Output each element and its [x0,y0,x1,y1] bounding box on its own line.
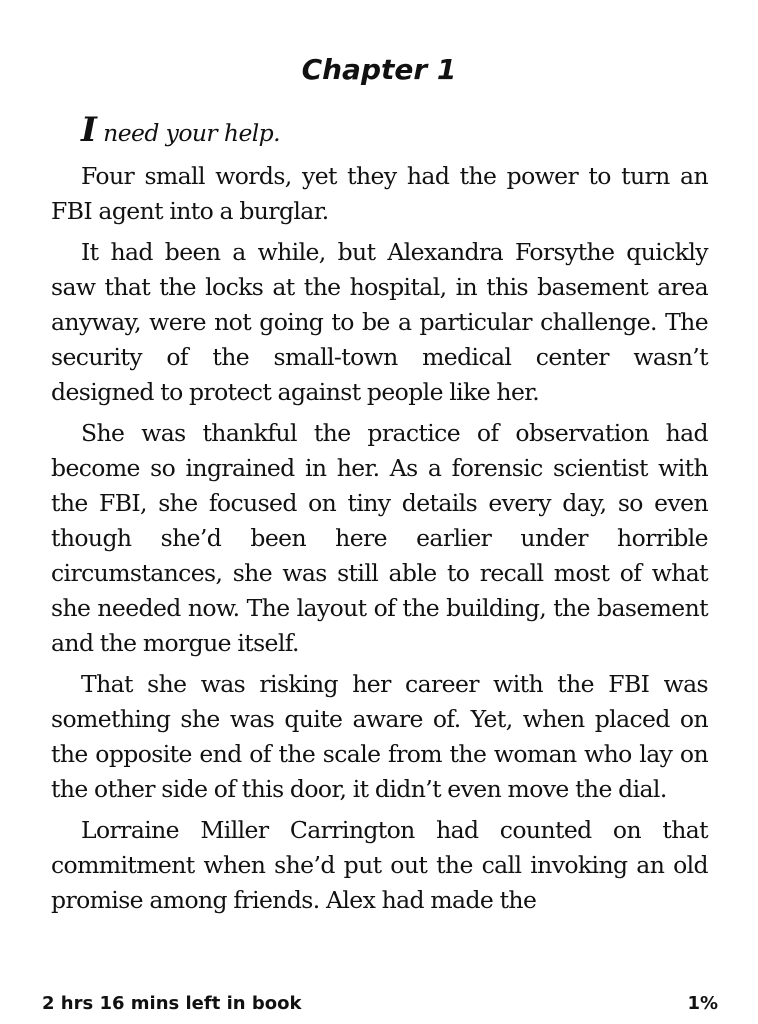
paragraph: She was thankful the practice of observation had become so ingrained in her. As a forensic scientist with the FBI, she focused on tiny details every day, so even though she’d been here earlier under horrible circumstances, she was still able to recall most of what she needed now. The layout of the building, the basement and the morgue itself. [51,419,708,657]
opening-rest: need your help. [96,119,280,147]
book-text [51,108,708,924]
progress-percent: 1% [687,993,718,1014]
chapter-title: Chapter 1 [301,53,457,86]
reading-progress-footer [42,990,718,1018]
opening-line [51,108,708,155]
paragraph: It had been a while, but Alexandra Forsythe quickly saw that the locks at the hospital, in this basement area anyway, were not going to be a particular challenge. The security of the small-town medical center wasn’t designed to protect against people like her. [51,238,708,406]
paragraph: Lorraine Miller Carrington had counted on that commitment when she’d put out the call invoking an old promise among friends. Alex had made the [51,816,708,914]
paragraph: Four small words, yet they had the power to turn an FBI agent into a burglar. [51,162,708,225]
time-left-label[interactable]: 2 hrs 16 mins left in book [42,993,302,1014]
opening-initial: I [81,110,97,150]
paragraph: That she was risking her career with the FBI was something she was quite aware of. Yet, when placed on the opposite end of the scale from the woman who lay on the other side of this door, it didn’t even move the dial. [51,670,708,803]
